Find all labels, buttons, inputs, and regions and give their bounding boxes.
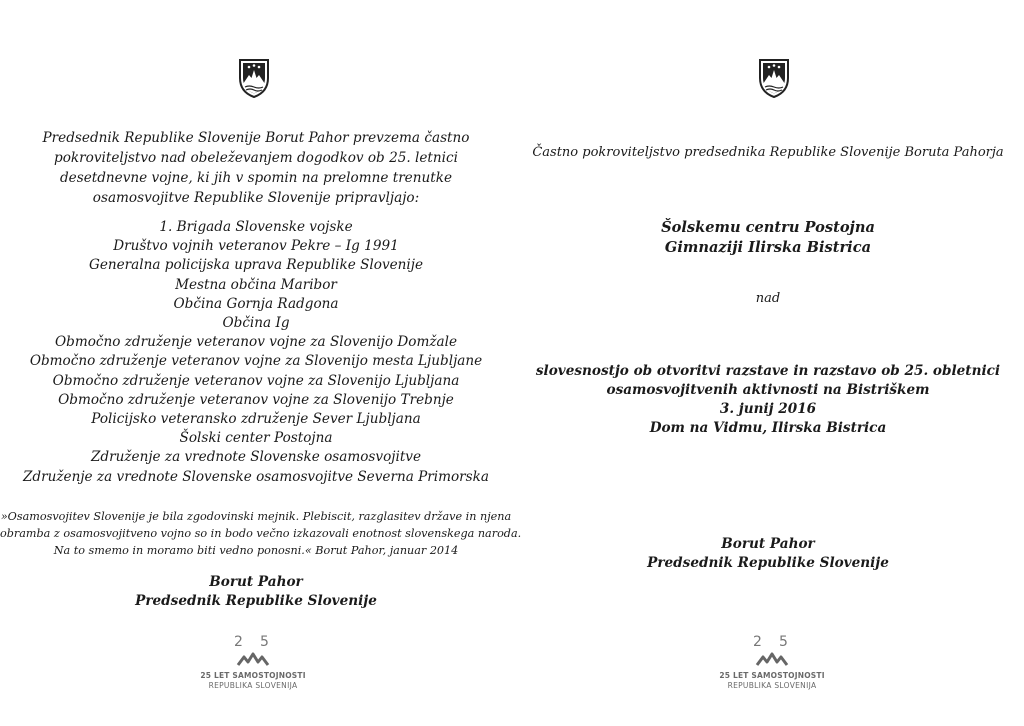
event-line: slovesnostjo ob otvoritvi razstave in razstavo ob 25. obletnici — [535, 363, 1001, 379]
right-page — [512, 0, 1024, 726]
logo-digit: 2 — [753, 634, 762, 650]
signature-block — [0, 573, 512, 611]
event-line: osamosvojitvenih aktivnosti na Bistriškem — [606, 382, 930, 398]
organizer-item: Območno združenje veteranov vojne za Slovenijo mesta Ljubljane — [29, 353, 483, 370]
intro-line: osamosvojitve Republike Slovenije pripravljajo: — [92, 190, 420, 206]
intro-line: pokroviteljstvo nad obeleževanjem dogodkov ob 25. letnici — [54, 150, 458, 166]
coat-of-arms-icon — [237, 58, 271, 98]
organizer-item: Območno združenje veteranov vojne za Slovenijo Domžale — [54, 334, 458, 351]
organizer-item: Društvo vojnih veteranov Pekre – Ig 1991 — [113, 238, 399, 255]
organizer-item: Mestna občina Maribor — [175, 276, 337, 293]
signature-block — [512, 535, 1024, 573]
event-date: 3. junij 2016 — [719, 401, 817, 417]
pahor-quote — [0, 508, 522, 559]
nad-text: nad — [755, 291, 781, 306]
organizer-item: Občina Ig — [222, 315, 290, 332]
patronage-line: Častno pokroviteljstvo predsednika Republike Slovenije Boruta Pahorja — [532, 145, 1004, 160]
event-venue: Dom na Vidmu, Ilirska Bistrica — [649, 420, 887, 436]
patronage-intro — [0, 128, 512, 208]
organizer-item: Združenje za vrednote Slovenske osamosvojitve Severna Primorska — [22, 468, 490, 485]
organizer-item: Območno združenje veteranov vojne za Slovenijo Ljubljana — [52, 372, 460, 389]
signature-title: Predsednik Republike Slovenije — [647, 555, 889, 571]
school-name: Šolskemu centru Postojna — [661, 219, 875, 236]
logo-text-line1: 25 LET SAMOSTOJNOSTI — [200, 671, 306, 680]
organizer-list — [0, 218, 512, 487]
signature-title: Predsednik Republike Slovenije — [135, 593, 377, 609]
organizer-item: Združenje za vrednote Slovenske osamosvojitve — [90, 449, 422, 466]
coat-of-arms-icon — [757, 58, 791, 98]
signature-name: Borut Pahor — [209, 574, 303, 590]
organizer-item: Šolski center Postojna — [179, 430, 333, 447]
logo-text-line1: 25 LET SAMOSTOJNOSTI — [719, 671, 825, 680]
organizer-item: Generalna policijska uprava Republike Slovenije — [88, 257, 424, 274]
logo-digit: 5 — [260, 634, 269, 650]
mountain-logo-icon — [198, 637, 308, 671]
organizer-item: Policijsko veteransko združenje Sever Ljubljana — [91, 411, 421, 428]
mountain-logo-icon — [717, 637, 827, 671]
recipient-schools — [512, 218, 1024, 258]
quote-line: »Osamosvojitev Slovenije je bila zgodovinski mejnik. Plebiscit, razglasitev države in njena — [0, 510, 512, 523]
anniversary-logo — [717, 634, 827, 697]
logo-text-line2: REPUBLIKA SLOVENIJA — [727, 681, 817, 690]
organizer-item: Občina Gornja Radgona — [173, 295, 339, 312]
organizer-item: Območno združenje veteranov vojne za Slovenijo Trebnje — [58, 391, 454, 408]
signature-name: Borut Pahor — [721, 536, 815, 552]
logo-text-line2: REPUBLIKA SLOVENIJA — [208, 681, 298, 690]
intro-line: desetdnevne vojne, ki jih v spomin na prelomne trenutke — [59, 170, 452, 186]
quote-line: obramba z osamosvojitveno vojno so in bodo večno izkazovali enotnost slovenskega naroda. — [0, 527, 522, 540]
intro-line: Predsednik Republike Slovenije Borut Pahor prevzema častno — [42, 130, 470, 146]
quote-line: Na to smemo in moramo biti vedno ponosni.« Borut Pahor, januar 2014 — [53, 544, 459, 557]
organizer-item: 1. Brigada Slovenske vojske — [159, 219, 353, 235]
event-details — [512, 362, 1024, 438]
logo-digit: 5 — [779, 634, 788, 650]
school-name: Gimnaziji Ilirska Bistrica — [664, 239, 872, 256]
anniversary-logo — [198, 634, 308, 697]
logo-digit: 2 — [234, 634, 243, 650]
